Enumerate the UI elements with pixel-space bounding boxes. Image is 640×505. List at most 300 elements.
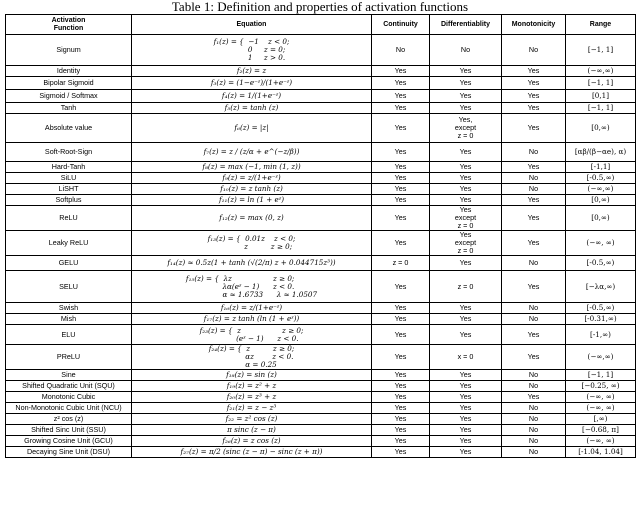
range-cell — [566, 66, 636, 77]
continuity-cell-text: Yes — [394, 78, 407, 87]
range-cell — [566, 414, 636, 425]
continuity-cell — [372, 173, 430, 184]
continuity-cell-text: Yes — [394, 314, 407, 323]
differentiability-cell-text: Yes except z = 0 — [454, 205, 477, 230]
differentiability-cell-text: Yes — [459, 78, 472, 87]
equation-cell — [132, 143, 372, 162]
monotonicity-cell — [502, 143, 566, 162]
activation-name-cell — [6, 303, 132, 314]
monotonicity-cell-text: Yes — [527, 123, 540, 132]
equation-cell-text: f₂₆(z) = z cos (z) — [222, 436, 281, 445]
differentiability-cell-text: Yes, except z = 0 — [454, 115, 477, 140]
continuity-cell-text: Yes — [394, 184, 407, 193]
equation-cell — [132, 206, 372, 231]
activation-name-cell-text: Sigmoid / Softmax — [39, 91, 98, 100]
monotonicity-cell-text: No — [528, 258, 539, 267]
continuity-cell — [372, 403, 430, 414]
table-row — [6, 325, 636, 345]
differentiability-cell-text: Yes — [459, 403, 472, 412]
activation-name-cell — [6, 184, 132, 195]
differentiability-cell — [430, 414, 502, 425]
range-cell-text: [-0.5,∞) — [586, 258, 615, 267]
range-cell-text: (−∞, ∞) — [586, 392, 615, 401]
equation-cell-text: f₅(z) = tanh (z) — [224, 103, 279, 112]
monotonicity-cell-text: Yes — [527, 329, 540, 339]
range-cell — [566, 403, 636, 414]
continuity-cell — [372, 381, 430, 392]
monotonicity-cell-text: Yes — [527, 392, 540, 401]
equation-cell-text: f₁₅(z) = { λz z ≥ 0; λα(eᶻ − 1) z < 0. α ≈ 1.6733 λ ≈ 1.0507 — [185, 273, 318, 299]
continuity-cell-text: Yes — [394, 303, 407, 312]
equation-cell-text: f₂(z) = z — [236, 66, 267, 75]
activation-name-cell — [6, 162, 132, 173]
monotonicity-cell — [502, 303, 566, 314]
continuity-cell — [372, 447, 430, 458]
activation-name-cell — [6, 325, 132, 345]
range-cell — [566, 143, 636, 162]
differentiability-cell — [430, 195, 502, 206]
differentiability-cell — [430, 345, 502, 370]
continuity-cell-text: Yes — [394, 103, 407, 112]
activation-name-cell — [6, 206, 132, 231]
table-row — [6, 162, 636, 173]
activation-name-cell-text: Sine — [61, 370, 76, 379]
table-row — [6, 436, 636, 447]
monotonicity-cell-text: Yes — [527, 281, 540, 291]
activation-name-cell-text: Identity — [56, 66, 81, 75]
range-cell-text: (−∞, ∞) — [586, 436, 615, 445]
differentiability-cell — [430, 325, 502, 345]
monotonicity-cell — [502, 114, 566, 143]
equation-cell-text: π sinc (z − π) — [227, 425, 276, 434]
activation-name-cell-text: z² cos (z) — [53, 414, 84, 423]
activation-name-cell-text: Shifted Quadratic Unit (SQU) — [22, 381, 115, 390]
table-row — [6, 271, 636, 303]
equation-cell-text: f₁₄(z) ≈ 0.5z(1 + tanh (√(2/π) z + 0.044715z³)) — [167, 258, 336, 267]
range-cell-text: [−0.68, π] — [582, 425, 619, 434]
continuity-cell — [372, 314, 430, 325]
monotonicity-cell — [502, 90, 566, 103]
activation-name-cell — [6, 403, 132, 414]
monotonicity-cell — [502, 436, 566, 447]
activation-name-cell — [6, 425, 132, 436]
equation-cell — [132, 447, 372, 458]
equation-cell — [132, 103, 372, 114]
activation-name-cell-text: Leaky ReLU — [48, 238, 89, 247]
differentiability-cell-text: Yes — [459, 162, 472, 171]
continuity-cell — [372, 90, 430, 103]
range-cell — [566, 195, 636, 206]
activation-name-cell-text: SELU — [59, 281, 78, 291]
range-cell — [566, 231, 636, 256]
continuity-cell-text: No — [395, 45, 406, 54]
continuity-cell — [372, 271, 430, 303]
range-cell-text: [αβ/(β−αe), α) — [574, 147, 627, 156]
continuity-cell — [372, 143, 430, 162]
monotonicity-cell — [502, 66, 566, 77]
table-row — [6, 231, 636, 256]
activation-name-cell — [6, 231, 132, 256]
equation-cell — [132, 436, 372, 447]
differentiability-cell-text: x = 0 — [457, 352, 474, 361]
differentiability-cell-text: Yes — [459, 258, 472, 267]
continuity-cell-text: Yes — [394, 238, 407, 247]
differentiability-cell-text: Yes — [459, 303, 472, 312]
range-cell-text: [-1,∞) — [590, 329, 611, 339]
differentiability-cell-text: Yes — [459, 414, 472, 423]
header-equation: Equation — [132, 15, 372, 35]
equation-cell — [132, 184, 372, 195]
monotonicity-cell-text: No — [528, 173, 539, 182]
activation-name-cell — [6, 345, 132, 370]
activation-name-cell — [6, 103, 132, 114]
continuity-cell-text: z = 0 — [392, 258, 409, 267]
differentiability-cell-text: Yes — [459, 447, 472, 456]
continuity-cell — [372, 436, 430, 447]
table-row — [6, 173, 636, 184]
table-row — [6, 66, 636, 77]
activation-name-cell-text: ReLU — [59, 213, 78, 222]
activation-name-cell-text: Bipolar Sigmoid — [43, 78, 94, 87]
continuity-cell-text: Yes — [394, 329, 407, 339]
equation-cell — [132, 162, 372, 173]
differentiability-cell-text: Yes — [459, 370, 472, 379]
header-differentiability: Differentiablity — [430, 15, 502, 35]
range-cell-text: (−∞,∞) — [587, 184, 614, 193]
table-row — [6, 206, 636, 231]
range-cell-text: [-0.5,∞) — [586, 303, 615, 312]
continuity-cell-text: Yes — [394, 392, 407, 401]
table-row — [6, 392, 636, 403]
range-cell — [566, 162, 636, 173]
table-row — [6, 256, 636, 271]
monotonicity-cell — [502, 271, 566, 303]
activation-name-cell — [6, 414, 132, 425]
differentiability-cell — [430, 77, 502, 90]
continuity-cell — [372, 370, 430, 381]
continuity-cell-text: Yes — [394, 281, 407, 291]
differentiability-cell-text: Yes — [459, 184, 472, 193]
table-row — [6, 425, 636, 436]
header-activation-function: Activation Function — [6, 15, 132, 35]
monotonicity-cell — [502, 162, 566, 173]
activation-name-cell — [6, 392, 132, 403]
monotonicity-cell — [502, 231, 566, 256]
activation-name-cell — [6, 66, 132, 77]
range-cell-text: (−∞, ∞) — [586, 238, 615, 247]
equation-cell — [132, 256, 372, 271]
activation-name-cell — [6, 381, 132, 392]
range-cell-text: [−λα,∞) — [585, 281, 616, 291]
differentiability-cell-text: Yes — [459, 173, 472, 182]
continuity-cell — [372, 35, 430, 66]
differentiability-cell — [430, 90, 502, 103]
equation-cell-text: f₂₀(z) = z³ + z — [226, 392, 277, 401]
monotonicity-cell-text: Yes — [527, 238, 540, 247]
activation-name-cell-text: Hard-Tanh — [51, 162, 86, 171]
range-cell — [566, 90, 636, 103]
range-cell-text: [−1, 1] — [587, 370, 614, 379]
activation-name-cell — [6, 90, 132, 103]
continuity-cell-text: Yes — [394, 425, 407, 434]
differentiability-cell-text: z = 0 — [457, 281, 474, 291]
differentiability-cell — [430, 173, 502, 184]
range-cell — [566, 425, 636, 436]
differentiability-cell — [430, 403, 502, 414]
equation-cell-text: f₁₉(z) = z² + z — [226, 381, 277, 390]
equation-cell-text: f₁₀(z) = z tanh (z) — [220, 184, 283, 193]
differentiability-cell-text: Yes — [459, 147, 472, 156]
continuity-cell — [372, 325, 430, 345]
differentiability-cell — [430, 303, 502, 314]
activation-name-cell-text: SiLU — [60, 173, 77, 182]
equation-cell-text: f₈(z) = max (−1, min (1, z)) — [202, 162, 301, 171]
equation-cell — [132, 381, 372, 392]
range-cell-text: [,∞) — [593, 414, 608, 423]
activation-name-cell — [6, 195, 132, 206]
range-cell-text: [0,1] — [591, 91, 610, 100]
equation-cell-text: f₃(z) = (1−e⁻ᶻ)/(1+e⁻ᶻ) — [210, 78, 293, 87]
range-cell — [566, 345, 636, 370]
monotonicity-cell — [502, 184, 566, 195]
equation-cell-text: f₉(z) = z/(1+e⁻ᶻ) — [222, 173, 281, 182]
monotonicity-cell-text: Yes — [527, 78, 540, 87]
range-cell-text: (−∞,∞) — [587, 352, 614, 361]
monotonicity-cell — [502, 370, 566, 381]
continuity-cell — [372, 114, 430, 143]
equation-cell-text: f₂₂ = z² cos (z) — [225, 414, 278, 423]
continuity-cell-text: Yes — [394, 123, 407, 132]
monotonicity-cell — [502, 314, 566, 325]
range-cell-text: [−1, 1] — [587, 78, 614, 87]
header-monotonicity: Monotonicity — [502, 15, 566, 35]
activation-name-cell-text: Growing Cosine Unit (GCU) — [24, 436, 113, 445]
table-row — [6, 370, 636, 381]
range-cell-text: [-0.31,∞) — [584, 314, 617, 323]
equation-cell-text: f₂₄(z) = { z z ≥ 0; αz z < 0. α = 0.25 — [208, 344, 295, 369]
equation-cell — [132, 303, 372, 314]
table-row — [6, 143, 636, 162]
activation-name-cell-text: Soft-Root-Sign — [44, 147, 93, 156]
differentiability-cell-text: Yes — [459, 195, 472, 204]
differentiability-cell — [430, 103, 502, 114]
differentiability-cell — [430, 206, 502, 231]
monotonicity-cell-text: Yes — [527, 103, 540, 112]
differentiability-cell-text: Yes — [459, 392, 472, 401]
continuity-cell-text: Yes — [394, 352, 407, 361]
continuity-cell — [372, 425, 430, 436]
equation-cell-text: f₁₂(z) = max (0, z) — [219, 213, 284, 222]
continuity-cell — [372, 66, 430, 77]
continuity-cell-text: Yes — [394, 91, 407, 100]
activation-name-cell — [6, 256, 132, 271]
table-row — [6, 314, 636, 325]
differentiability-cell — [430, 447, 502, 458]
activation-name-cell — [6, 35, 132, 66]
monotonicity-cell-text: No — [528, 370, 539, 379]
equation-cell-text: f₁₇(z) = z tanh (ln (1 + eᶻ)) — [203, 314, 300, 323]
monotonicity-cell — [502, 345, 566, 370]
activation-name-cell — [6, 173, 132, 184]
monotonicity-cell-text: No — [528, 184, 539, 193]
equation-cell-text: f₁₆(z) = z/(1+e⁻ᶻ) — [220, 303, 283, 312]
header-row — [6, 15, 636, 35]
equation-cell — [132, 314, 372, 325]
continuity-cell — [372, 345, 430, 370]
activation-name-cell — [6, 370, 132, 381]
range-cell — [566, 314, 636, 325]
equation-cell — [132, 425, 372, 436]
differentiability-cell — [430, 425, 502, 436]
header-range: Range — [566, 15, 636, 35]
monotonicity-cell — [502, 381, 566, 392]
equation-cell-text: f₄(z) = 1/(1+e⁻ᶻ) — [221, 91, 282, 100]
continuity-cell-text: Yes — [394, 370, 407, 379]
equation-cell — [132, 77, 372, 90]
equation-cell — [132, 271, 372, 303]
activation-name-cell-text: GELU — [58, 258, 79, 267]
range-cell-text: [−1, 1] — [587, 103, 614, 112]
table-row — [6, 447, 636, 458]
range-cell-text: (−∞, ∞) — [586, 403, 615, 412]
continuity-cell-text: Yes — [394, 436, 407, 445]
monotonicity-cell-text: Yes — [527, 352, 540, 361]
differentiability-cell-text: No — [460, 45, 471, 54]
range-cell-text: [−1, 1] — [587, 45, 614, 54]
monotonicity-cell-text: Yes — [527, 162, 540, 171]
equation-cell-text: f₁₃(z) = { 0.01z z < 0; z z ≥ 0; — [207, 234, 296, 251]
monotonicity-cell-text: No — [528, 147, 539, 156]
activation-name-cell-text: Decaying Sine Unit (DSU) — [26, 447, 111, 456]
activation-name-cell-text: PReLU — [56, 352, 81, 361]
range-cell-text: [0,∞) — [591, 213, 610, 222]
differentiability-cell-text: Yes — [459, 66, 472, 75]
continuity-cell — [372, 414, 430, 425]
equation-cell — [132, 195, 372, 206]
differentiability-cell — [430, 231, 502, 256]
activation-name-cell-text: LiSHT — [58, 184, 79, 193]
activation-name-cell-text: Non-Monotonic Cubic Unit (NCU) — [15, 403, 122, 412]
range-cell — [566, 271, 636, 303]
differentiability-cell-text: Yes — [459, 381, 472, 390]
differentiability-cell — [430, 114, 502, 143]
monotonicity-cell — [502, 414, 566, 425]
monotonicity-cell-text: Yes — [527, 195, 540, 204]
monotonicity-cell — [502, 256, 566, 271]
monotonicity-cell-text: No — [528, 381, 539, 390]
range-cell — [566, 436, 636, 447]
continuity-cell — [372, 184, 430, 195]
continuity-cell — [372, 206, 430, 231]
monotonicity-cell-text: No — [528, 425, 539, 434]
continuity-cell — [372, 303, 430, 314]
monotonicity-cell-text: No — [528, 447, 539, 456]
differentiability-cell — [430, 381, 502, 392]
activation-name-cell-text: Mish — [60, 314, 77, 323]
range-cell-text: [-1,1] — [590, 162, 611, 171]
continuity-cell — [372, 77, 430, 90]
range-cell — [566, 303, 636, 314]
monotonicity-cell — [502, 425, 566, 436]
differentiability-cell — [430, 271, 502, 303]
differentiability-cell-text: Yes — [459, 314, 472, 323]
differentiability-cell-text: Yes — [459, 103, 472, 112]
differentiability-cell — [430, 256, 502, 271]
monotonicity-cell-text: Yes — [527, 91, 540, 100]
equation-cell-text: f₂₃(z) = { z z ≥ 0; (eᶻ − 1) z < 0. — [199, 325, 304, 343]
equation-cell-text: f₂₇(z) = π/2 (sinc (z − π) − sinc (z + π)) — [180, 447, 323, 456]
equation-cell — [132, 231, 372, 256]
range-cell-text: (−∞,∞) — [587, 66, 614, 75]
activation-name-cell-text: Shifted Sinc Unit (SSU) — [31, 425, 106, 434]
range-cell-text: [0,∞) — [591, 195, 610, 204]
range-cell — [566, 103, 636, 114]
monotonicity-cell — [502, 403, 566, 414]
equation-cell-text: f₁₁(z) = ln (1 + eᶻ) — [218, 195, 285, 204]
continuity-cell-text: Yes — [394, 147, 407, 156]
continuity-cell-text: Yes — [394, 414, 407, 423]
continuity-cell — [372, 256, 430, 271]
continuity-cell-text: Yes — [394, 381, 407, 390]
table-row — [6, 184, 636, 195]
header-continuity: Continuity — [372, 15, 430, 35]
range-cell — [566, 77, 636, 90]
activation-name-cell — [6, 77, 132, 90]
equation-cell-text: f₆(z) = |z| — [234, 123, 269, 132]
range-cell — [566, 184, 636, 195]
activation-name-cell — [6, 271, 132, 303]
differentiability-cell — [430, 392, 502, 403]
equation-cell — [132, 392, 372, 403]
table-row — [6, 381, 636, 392]
equation-cell — [132, 325, 372, 345]
range-cell-text: [0,∞) — [591, 123, 610, 132]
equation-cell-text: f₁(z) = { −1 z < 0; 0 z = 0; 1 z > 0. — [213, 37, 290, 62]
activation-name-cell — [6, 447, 132, 458]
activation-name-cell-text: Swish — [58, 303, 79, 312]
range-cell — [566, 35, 636, 66]
table-row — [6, 35, 636, 66]
monotonicity-cell — [502, 447, 566, 458]
activation-name-cell — [6, 143, 132, 162]
continuity-cell — [372, 162, 430, 173]
range-cell-text: [-1.04, 1.04] — [578, 447, 623, 456]
equation-cell — [132, 414, 372, 425]
range-cell — [566, 392, 636, 403]
monotonicity-cell-text: Yes — [527, 213, 540, 222]
activation-name-cell — [6, 314, 132, 325]
continuity-cell-text: Yes — [394, 195, 407, 204]
monotonicity-cell-text: No — [528, 303, 539, 312]
range-cell-text: [−0.25, ∞) — [581, 381, 620, 390]
continuity-cell-text: Yes — [394, 66, 407, 75]
activation-name-cell-text: Softplus — [55, 195, 82, 204]
differentiability-cell — [430, 66, 502, 77]
equation-cell-text: f₇(z) = z / (z/α + e^(−z/β)) — [203, 147, 300, 156]
equation-cell — [132, 90, 372, 103]
continuity-cell-text: Yes — [394, 162, 407, 171]
differentiability-cell-text: Yes — [459, 91, 472, 100]
differentiability-cell — [430, 35, 502, 66]
activation-name-cell-text: ELU — [61, 329, 76, 339]
activation-name-cell-text: Signum — [56, 45, 81, 54]
table-row — [6, 345, 636, 370]
monotonicity-cell-text: No — [528, 45, 539, 54]
equation-cell — [132, 345, 372, 370]
monotonicity-cell — [502, 173, 566, 184]
monotonicity-cell-text: No — [528, 414, 539, 423]
range-cell — [566, 256, 636, 271]
